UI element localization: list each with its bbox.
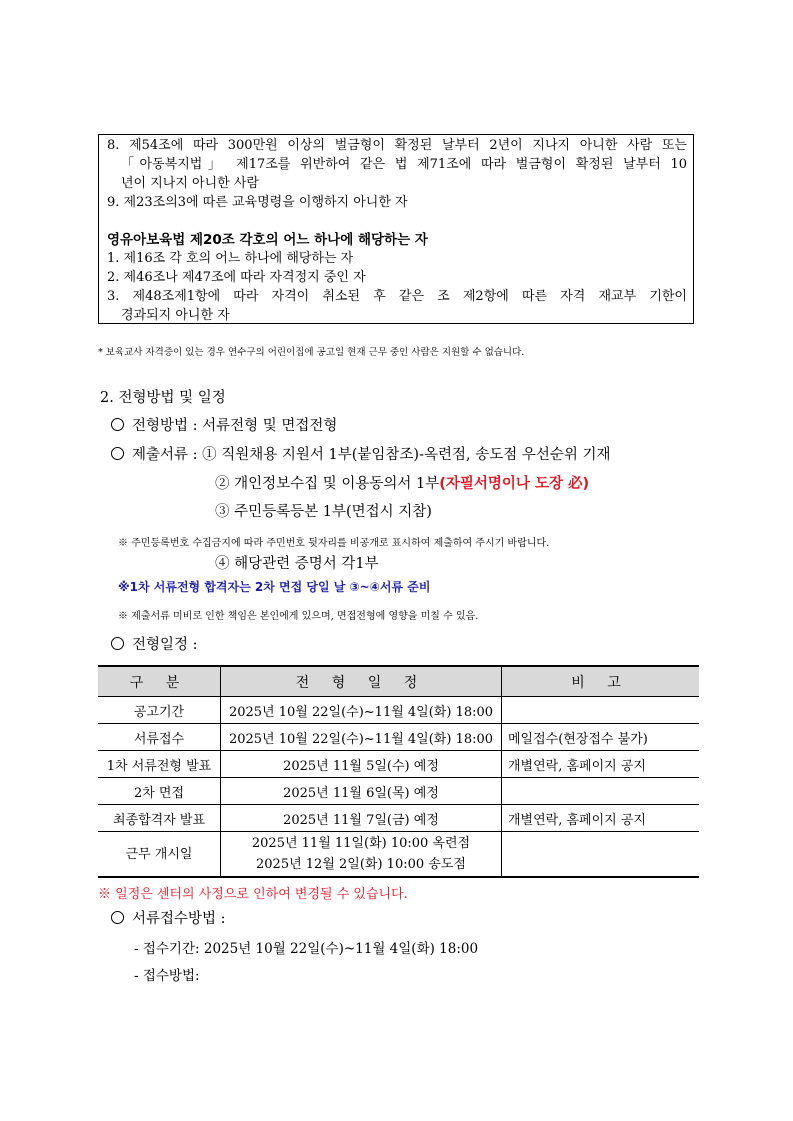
row-note: 메일접수(현장접수 불가): [502, 724, 700, 751]
disqualification-box: [98, 134, 694, 324]
row-date: [221, 832, 502, 878]
documents-line: [111, 443, 611, 464]
schedule-line: [111, 633, 198, 654]
doc3-note: ※ 주민등록번호 수집금지에 따라 주민번호 뒷자리를 비공개로 표시하여 제출하여 주시기 바랍니다.: [118, 538, 550, 549]
start-date-line1: 2025년 11월 11일(화) 10:00 옥련점: [251, 836, 471, 851]
row-date: 2025년 11월 5일(수) 예정: [221, 751, 502, 778]
method-label: 전형방법 : 서류전형 및 면접전형: [132, 418, 338, 434]
row-category: 공고기간: [98, 697, 221, 724]
schedule-table: [98, 665, 699, 878]
doc3: ③ 주민등록등본 1부(면접시 지참): [215, 504, 432, 520]
row-date: 2025년 11월 7일(금) 예정: [221, 805, 502, 832]
table-row: [98, 805, 699, 832]
table-row: [98, 778, 699, 805]
disqualification-heading: 영유아보육법 제20조 각호의 어느 하나에 해당하는 자: [107, 232, 428, 248]
doc1: ① 직원채용 지원서 1부(붙임참조)-옥련점, 송도점 우선순위 기재: [202, 447, 611, 463]
first-round-note: ※1차 서류전형 합격자는 2차 면접 당일 날 ③~④서류 준비: [118, 580, 431, 594]
row-category: 2차 면접: [98, 778, 221, 805]
row-note: [502, 778, 700, 805]
documents-label: 제출서류 :: [132, 447, 203, 463]
row-date: 2025년 11월 6일(목) 예정: [221, 778, 502, 805]
item9: 9. 제23조의3에 따른 교육명령을 이행하지 아니한 자: [107, 195, 408, 210]
method-line: [111, 414, 337, 435]
doc2-red-note: (자필서명이나 도장 必): [439, 476, 590, 492]
table-row: [98, 697, 699, 724]
table-row: [98, 832, 699, 878]
schedule-change-note: ※ 일정은 센터의 사정으로 인하여 변경될 수 있습니다.: [98, 887, 408, 902]
table-header-row: [98, 666, 699, 697]
row-category: 1차 서류전형 발표: [98, 751, 221, 778]
circle-bullet-icon: [111, 447, 124, 460]
application-label: 서류접수방법 :: [132, 911, 226, 927]
employee-note: * 보육교사 자격증이 있는 경우 연수구의 어린이집에 공고일 현재 근무 중인 사람은 지원할 수 없습니다.: [98, 347, 525, 358]
row-note: [502, 832, 700, 878]
item8-line2: 「아동복지법」 제17조를 위반하여 같은 법 제71조에 따라 벌금형이 확정된 날부터 10: [121, 157, 687, 172]
dq-item1: 1. 제16조 각 호의 어느 하나에 해당하는 자: [107, 251, 354, 266]
item8-line3: 년이 지나지 아니한 사람: [121, 176, 259, 191]
row-category: 서류접수: [98, 724, 221, 751]
dq-item3-line2: 경과되지 아니한 자: [121, 308, 230, 323]
circle-bullet-icon: [111, 911, 124, 924]
row-date: 2025년 10월 22일(수)~11월 4일(화) 18:00: [221, 724, 502, 751]
item8-line1: 8. 제54조에 따라 300만원 이상의 벌금형이 확정된 날부터 2년이 지나지 아니한 사람 또는: [107, 138, 687, 153]
row-category: 근무 개시일: [98, 832, 221, 878]
header-date: 전 형 일 정: [221, 666, 502, 697]
liability-note: ※ 제출서류 미비로 인한 책임은 본인에게 있으며, 면접전형에 영향을 미칠 수 있음.: [118, 611, 479, 622]
circle-bullet-icon: [111, 637, 124, 650]
application-method: - 접수방법:: [134, 968, 200, 984]
header-category: 구 분: [98, 666, 221, 697]
application-line: [111, 907, 226, 928]
header-note: 비 고: [502, 666, 700, 697]
start-date-line2: 2025년 12월 2일(화) 10:00 송도점: [256, 857, 466, 872]
table-row: [98, 724, 699, 751]
section-title: 2. 전형방법 및 일정: [100, 390, 226, 406]
doc2-line: [215, 472, 589, 493]
row-note: [502, 697, 700, 724]
row-date: 2025년 10월 22일(수)~11월 4일(화) 18:00: [221, 697, 502, 724]
doc2-text: ② 개인정보수집 및 이용동의서 1부: [215, 476, 440, 492]
dq-item3-line1: 3. 제48조제1항에 따라 자격이 취소된 후 같은 조 제2항에 따른 자격 재교부 기한이: [107, 289, 687, 304]
row-note: 개별연락, 홈페이지 공지: [502, 805, 700, 832]
row-category: 최종합격자 발표: [98, 805, 221, 832]
dq-item2: 2. 제46조나 제47조에 따라 자격정지 중인 자: [107, 270, 366, 285]
table-row: [98, 751, 699, 778]
circle-bullet-icon: [111, 418, 124, 431]
schedule-label: 전형일정 :: [132, 637, 198, 653]
doc4: ④ 해당관련 증명서 각1부: [215, 556, 379, 572]
application-period: - 접수기간: 2025년 10월 22일(수)~11월 4일(화) 18:00: [134, 941, 479, 957]
row-note: 개별연락, 홈페이지 공지: [502, 751, 700, 778]
